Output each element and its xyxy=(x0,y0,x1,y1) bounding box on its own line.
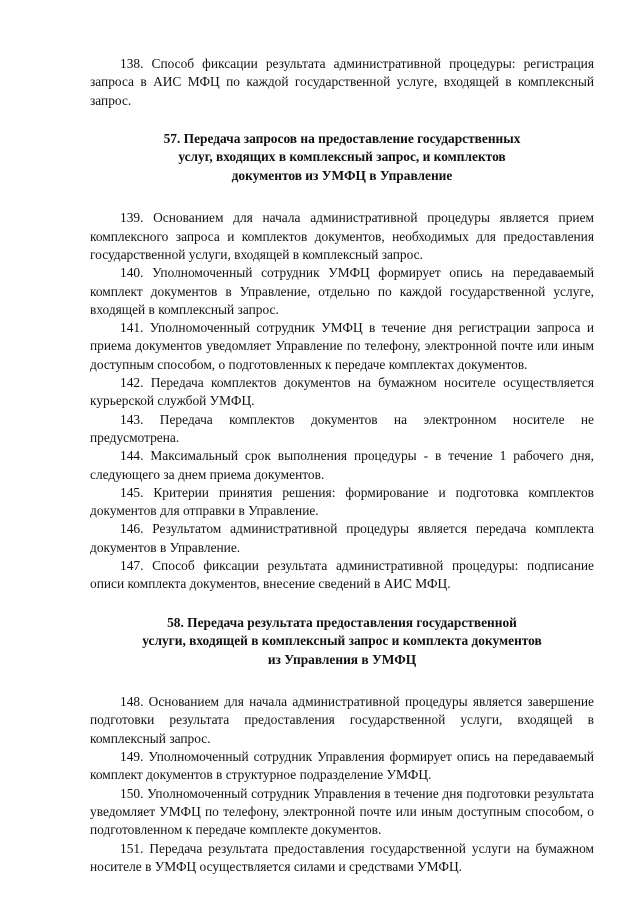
section-57-heading xyxy=(90,130,594,186)
section-57-heading-line-1: 57. Передача запросов на предоставление государственных xyxy=(163,130,521,146)
section-58-heading-line-3: из Управления в УМФЦ xyxy=(267,651,417,667)
section-58-body xyxy=(90,693,594,876)
paragraph-140: 140. Уполномоченный сотрудник УМФЦ формирует опись на передаваемый комплект документов в Управление, отдельно по каждой государственной услуге, входящей в комплексный запрос. xyxy=(90,265,594,317)
paragraph-147: 147. Способ фиксации результата административной процедуры: подписание описи комплекта документов, внесение сведений в АИС МФЦ. xyxy=(90,558,594,592)
paragraph-139: 139. Основанием для начала административной процедуры является прием комплексного запроса и комплектов документов, необходимых для предоставления государственной услуги, входящей в комплексный запрос. xyxy=(90,210,594,262)
paragraph-146: 146. Результатом административной процедуры является передача комплекта документов в Управление. xyxy=(90,521,594,555)
section-58-heading-line-1: 58. Передача результата предоставления государственной xyxy=(167,614,517,630)
section-57-heading-line-3: документов из УМФЦ в Управление xyxy=(231,167,453,183)
section-58-heading-line-2: услуги, входящей в комплексный запрос и комплекта документов xyxy=(142,633,542,649)
paragraph-148: 148. Основанием для начала административной процедуры является завершение подготовки результата предоставления государственной услуги, входящей в комплексный запрос. xyxy=(90,694,594,746)
paragraph-151: 151. Передача результата предоставления государственной услуги на бумажном носителе в УМФЦ осуществляется силами и средствами УМФЦ. xyxy=(90,840,594,874)
paragraph-142: 142. Передача комплектов документов на бумажном носителе осуществляется курьерской службой УМФЦ. xyxy=(90,375,594,409)
section-57-heading-line-2: услуг, входящих в комплексный запрос, и комплектов xyxy=(178,149,506,165)
section-58-heading xyxy=(90,614,594,670)
document-page xyxy=(90,55,594,876)
paragraph-138: 138. Способ фиксации результата административной процедуры: регистрация запроса в АИС МФЦ по каждой государственной услуге, входящей в комплексный запрос. xyxy=(90,56,594,108)
paragraph-145: 145. Критерии принятия решения: формирование и подготовка комплектов документов для отправки в Управление. xyxy=(90,484,594,519)
paragraph-144: 144. Максимальный срок выполнения процедуры - в течение 1 рабочего дня, следующего за днем приема документов. xyxy=(90,448,594,482)
section-57-body xyxy=(90,209,594,593)
paragraph-149: 149. Уполномоченный сотрудник Управления формирует опись на передаваемый комплект документов в структурное подразделение УМФЦ. xyxy=(90,749,594,783)
paragraph-150: 150. Уполномоченный сотрудник Управления в течение дня подготовки результата уведомляет УМФЦ по телефону, электронной почте или иным доступным способом, о подготовленном к передаче комплекте документов. xyxy=(90,785,594,838)
paragraph-141: 141. Уполномоченный сотрудник УМФЦ в течение дня регистрации запроса и приема документов уведомляет Управление по телефону, электронной почте или иным доступным способом, о подготовленных к передаче комплектах документов. xyxy=(90,320,594,372)
paragraph-143: 143. Передача комплектов документов на электронном носителе не предусмотрена. xyxy=(90,411,594,445)
